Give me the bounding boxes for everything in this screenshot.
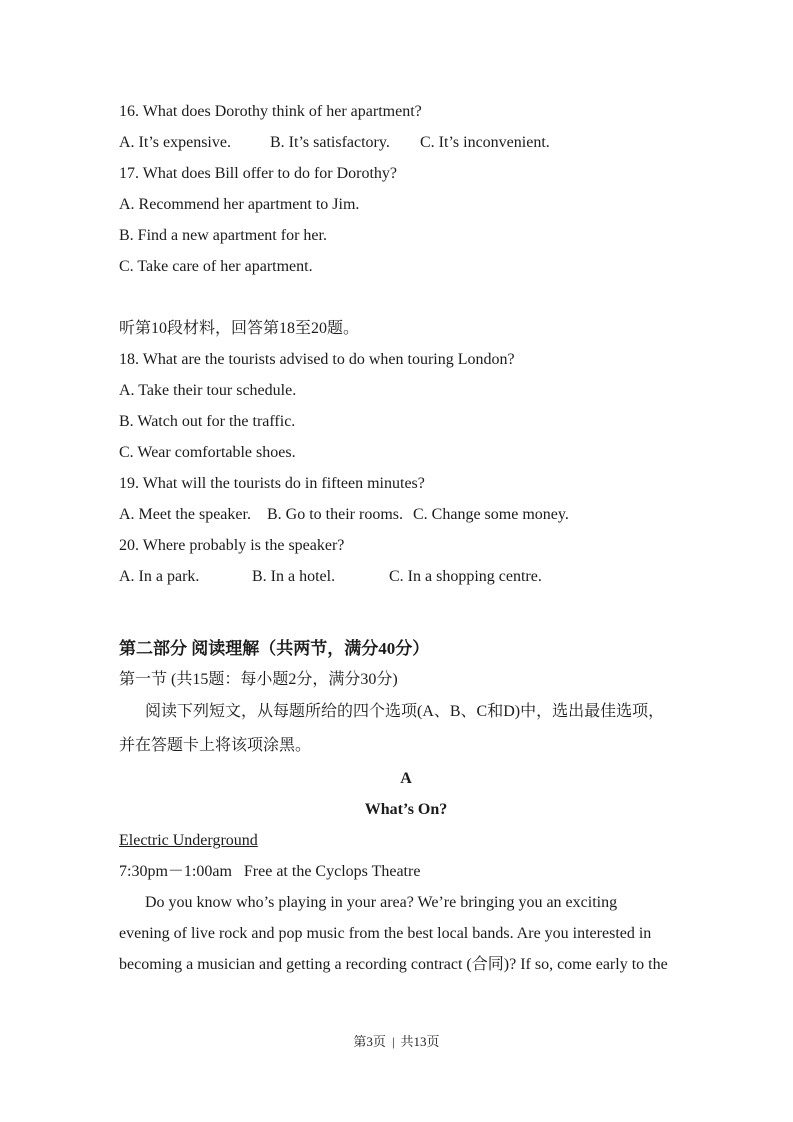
- question-16: 16. What does Dorothy think of her apartment?: [119, 103, 422, 120]
- reading-part-heading: 第二部分 阅读理解（共两节，满分40分）: [119, 639, 430, 658]
- listening-section-note: 听第10段材料，回答第18至20题。: [119, 320, 360, 337]
- reading-section-heading: 第一节 (共15题：每小题2分，满分30分): [119, 671, 398, 688]
- event-name-line: [119, 825, 693, 856]
- option-b: B. Go to their rooms.: [267, 506, 403, 523]
- question-17-option-b: B. Find a new apartment for her.: [119, 227, 327, 244]
- blank-line: [119, 282, 693, 313]
- option-a: A. In a park.: [119, 568, 200, 585]
- option-a: A. It’s expensive.: [119, 134, 231, 151]
- option-b: B. It’s satisfactory.: [270, 134, 390, 151]
- option-a: A. Meet the speaker.: [119, 506, 251, 523]
- question-17-option-c: C. Take care of her apartment.: [119, 258, 313, 275]
- option-c: C. Change some money.: [413, 506, 569, 523]
- event-time: 7:30pm－1:00am: [119, 863, 232, 880]
- blank-line: [119, 592, 693, 623]
- question-18-option-c: C. Wear comfortable shoes.: [119, 444, 296, 461]
- reading-instructions-line-2: 并在答题卡上将该项涂黑。: [119, 737, 312, 754]
- event-detail: Free at the Cyclops Theatre: [243, 863, 421, 880]
- reading-instructions-line-1: 阅读下列短文，从每题所给的四个选项(A、B、C和D)中，选出最佳选项，: [145, 703, 665, 720]
- question-18-option-b: B. Watch out for the traffic.: [119, 413, 296, 430]
- option-c: C. It’s inconvenient.: [420, 134, 550, 151]
- footer-total-pages: 共13页: [400, 1034, 440, 1049]
- passage-title: What’s On?: [364, 801, 448, 818]
- question-17-option-a: A. Recommend her apartment to Jim.: [119, 196, 360, 213]
- question-17: 17. What does Bill offer to do for Dorothy?: [119, 165, 398, 182]
- question-18-option-a: A. Take their tour schedule.: [119, 382, 297, 399]
- passage-paragraph-line-3: becoming a musician and getting a recording contract (合同)? If so, come early to the: [119, 956, 668, 973]
- option-c: C. In a shopping centre.: [389, 568, 542, 585]
- question-20: 20. Where probably is the speaker?: [119, 537, 345, 554]
- passage-paragraph-line-2: evening of live rock and pop music from the best local bands. Are you interested in: [119, 925, 652, 942]
- question-18: 18. What are the tourists advised to do when touring London?: [119, 351, 515, 368]
- event-time-line: [119, 856, 693, 887]
- question-19-options: [119, 499, 693, 530]
- footer-page-number: 第3页: [353, 1034, 386, 1049]
- question-19: 19. What will the tourists do in fifteen minutes?: [119, 475, 425, 492]
- question-20-options: [119, 561, 693, 592]
- page-footer: [0, 1033, 793, 1051]
- footer-separator: |: [391, 1034, 395, 1049]
- passage-label: A: [400, 770, 412, 787]
- question-16-options: [119, 127, 693, 158]
- passage-paragraph-line-1: Do you know who’s playing in your area? We’re bringing you an exciting: [145, 894, 618, 911]
- page-content: [119, 96, 693, 980]
- event-name: Electric Underground: [119, 832, 258, 849]
- option-b: B. In a hotel.: [252, 568, 336, 585]
